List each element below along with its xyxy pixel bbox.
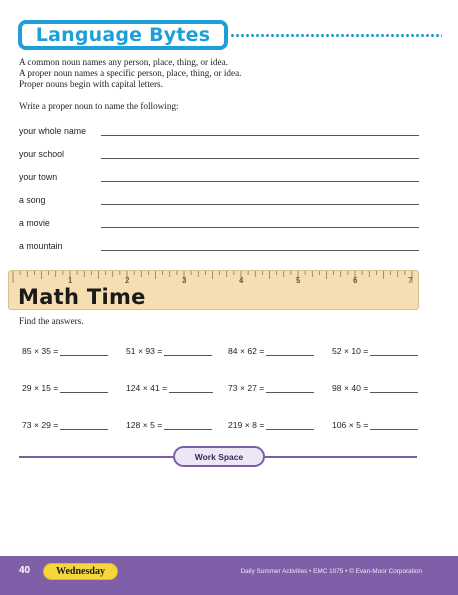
answer-blank[interactable] — [169, 383, 213, 393]
math-problem — [332, 420, 418, 430]
ruler-number: 6 — [353, 276, 358, 285]
row-label: your town — [19, 172, 58, 182]
math-time-title: Math Time — [18, 285, 146, 309]
language-instruction: Write a proper noun to name the following: — [19, 101, 179, 111]
answer-blank[interactable] — [370, 420, 418, 430]
problem-text: 51 × 93 = — [126, 346, 163, 356]
answer-blank[interactable] — [370, 383, 418, 393]
ruler-number: 2 — [125, 276, 130, 285]
math-problem — [228, 420, 314, 430]
row-label: a movie — [19, 218, 50, 228]
problem-text: 106 × 5 = — [332, 420, 369, 430]
problem-text: 85 × 35 = — [22, 346, 59, 356]
answer-blank[interactable] — [60, 383, 108, 393]
ruler-number: 4 — [239, 276, 244, 285]
problem-text: 52 × 10 = — [332, 346, 369, 356]
answer-blank[interactable] — [60, 420, 108, 430]
answer-row — [19, 168, 419, 182]
problem-text: 73 × 27 = — [228, 383, 265, 393]
intro-line: A common noun names any person, place, thing, or idea. — [19, 57, 228, 67]
problem-text: 124 × 41 = — [126, 383, 168, 393]
answer-row — [19, 237, 419, 251]
answer-row — [19, 214, 419, 228]
dotted-rule — [230, 33, 442, 38]
math-problem — [126, 346, 212, 356]
math-problem — [22, 383, 108, 393]
math-instruction: Find the answers. — [19, 316, 84, 326]
answer-blank[interactable] — [164, 420, 212, 430]
answer-blank[interactable] — [60, 346, 108, 356]
ruler-number: 5 — [296, 276, 301, 285]
row-label: a mountain — [19, 241, 63, 251]
day-label: Wednesday — [56, 566, 105, 577]
row-label: your whole name — [19, 126, 86, 136]
math-problem — [22, 346, 108, 356]
footer-credit: Daily Summer Activities • EMC 1075 • © Evan-Moor Corporation — [240, 568, 422, 575]
problem-text: 73 × 29 = — [22, 420, 59, 430]
answer-blank[interactable] — [164, 346, 212, 356]
answer-blank[interactable] — [266, 420, 314, 430]
answer-row — [19, 191, 419, 205]
answer-line[interactable] — [101, 158, 419, 159]
work-space-label: Work Space — [173, 446, 265, 467]
math-problem — [332, 346, 418, 356]
row-label: a song — [19, 195, 46, 205]
problem-text: 84 × 62 = — [228, 346, 265, 356]
answer-blank[interactable] — [370, 346, 418, 356]
language-bytes-badge — [18, 20, 228, 50]
day-badge — [43, 563, 118, 580]
page-number: 40 — [19, 565, 31, 576]
answer-line[interactable] — [101, 181, 419, 182]
problem-text: 219 × 8 = — [228, 420, 265, 430]
intro-line: A proper noun names a specific person, place, thing, or idea. — [19, 68, 242, 78]
answer-row — [19, 145, 419, 159]
answer-blank[interactable] — [266, 346, 314, 356]
math-problem — [22, 420, 108, 430]
math-problem — [126, 420, 212, 430]
row-label: your school — [19, 149, 64, 159]
math-problem — [126, 383, 213, 393]
answer-line[interactable] — [101, 227, 419, 228]
ruler-number: 7 — [408, 276, 413, 285]
answer-line[interactable] — [101, 250, 419, 251]
math-problem — [228, 383, 314, 393]
ruler-number: 3 — [182, 276, 187, 285]
intro-text — [19, 57, 439, 90]
answer-row — [19, 122, 419, 136]
intro-line: Proper nouns begin with capital letters. — [19, 79, 163, 89]
language-bytes-title: Language Bytes — [35, 24, 211, 46]
answer-line[interactable] — [101, 204, 419, 205]
math-problem — [228, 346, 314, 356]
problem-text: 128 × 5 = — [126, 420, 163, 430]
answer-line[interactable] — [101, 135, 419, 136]
answer-blank[interactable] — [266, 383, 314, 393]
ruler-number: 1 — [68, 276, 73, 285]
math-problem — [332, 383, 418, 393]
problem-text: 98 × 40 = — [332, 383, 369, 393]
problem-text: 29 × 15 = — [22, 383, 59, 393]
